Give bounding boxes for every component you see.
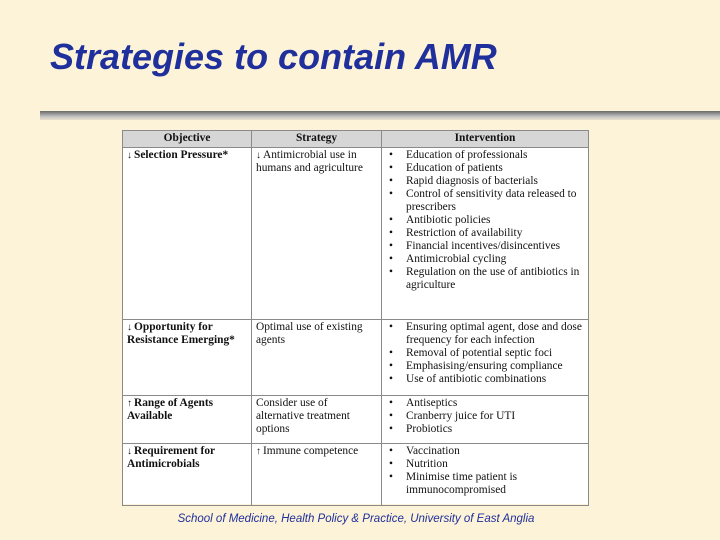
up-arrow-icon: ↑ (256, 446, 261, 457)
list-item: • Control of sensitivity data released to prescribers (386, 188, 584, 214)
header-intervention: Intervention (382, 131, 589, 148)
slide-footer: School of Medicine, Health Policy & Practice, University of East Anglia (177, 513, 535, 525)
list-item: • Education of professionals (386, 149, 584, 162)
down-arrow-icon: ↓ (127, 446, 132, 457)
list-item: • Antiseptics (386, 397, 584, 410)
intervention-list (386, 397, 584, 436)
strategy-text: Consider use of alternative treatment options (256, 397, 350, 435)
intervention-cell (382, 444, 589, 506)
list-item: • Education of patients (386, 162, 584, 175)
strategy-text: Immune competence (263, 445, 359, 457)
up-arrow-icon: ↑ (127, 398, 132, 409)
strategy-cell (252, 320, 382, 396)
down-arrow-icon: ↓ (256, 150, 261, 161)
table-header-row (123, 131, 589, 148)
strategy-text: Optimal use of existing agents (256, 321, 363, 346)
list-item: • Financial incentives/disincentives (386, 240, 584, 253)
strategy-cell (252, 396, 382, 444)
list-item: • Vaccination (386, 445, 584, 458)
objective-cell (123, 444, 252, 506)
table-row (123, 396, 589, 444)
intervention-cell (382, 148, 589, 320)
objective-text: Requirement for Antimicrobials (127, 445, 215, 470)
intervention-list (386, 149, 584, 292)
list-item: • Restriction of availability (386, 227, 584, 240)
list-item: • Probiotics (386, 423, 584, 436)
table-row (123, 148, 589, 320)
down-arrow-icon: ↓ (127, 322, 132, 333)
header-objective: Objective (123, 131, 252, 148)
list-item: • Cranberry juice for UTI (386, 410, 584, 423)
intervention-list (386, 321, 584, 386)
objective-text: Selection Pressure* (134, 149, 229, 161)
table-row (123, 444, 589, 506)
list-item: • Nutrition (386, 458, 584, 471)
list-item: • Use of antibiotic combinations (386, 373, 584, 386)
strategy-text: Antimicrobial use in humans and agriculture (256, 149, 363, 174)
intervention-list (386, 445, 584, 497)
list-item: • Rapid diagnosis of bacterials (386, 175, 584, 188)
title-divider (40, 111, 720, 120)
objective-cell (123, 396, 252, 444)
list-item: • Emphasising/ensuring compliance (386, 360, 584, 373)
strategy-cell (252, 148, 382, 320)
list-item: • Removal of potential septic foci (386, 347, 584, 360)
objective-text: Opportunity for Resistance Emerging* (127, 321, 235, 346)
list-item: • Antibiotic policies (386, 214, 584, 227)
intervention-cell (382, 396, 589, 444)
list-item: • Minimise time patient is immunocompromised (386, 471, 584, 497)
table-row (123, 320, 589, 396)
list-item: • Antimicrobial cycling (386, 253, 584, 266)
strategy-table (122, 130, 589, 506)
strategy-table-container (122, 130, 588, 504)
objective-text: Range of Agents Available (127, 397, 214, 422)
down-arrow-icon: ↓ (127, 150, 132, 161)
strategy-cell (252, 444, 382, 506)
objective-cell (123, 320, 252, 396)
list-item: • Ensuring optimal agent, dose and dose frequency for each infection (386, 321, 584, 347)
intervention-cell (382, 320, 589, 396)
list-item: • Regulation on the use of antibiotics in agriculture (386, 266, 584, 292)
header-strategy: Strategy (252, 131, 382, 148)
slide-title: Strategies to contain AMR (50, 36, 497, 77)
objective-cell (123, 148, 252, 320)
